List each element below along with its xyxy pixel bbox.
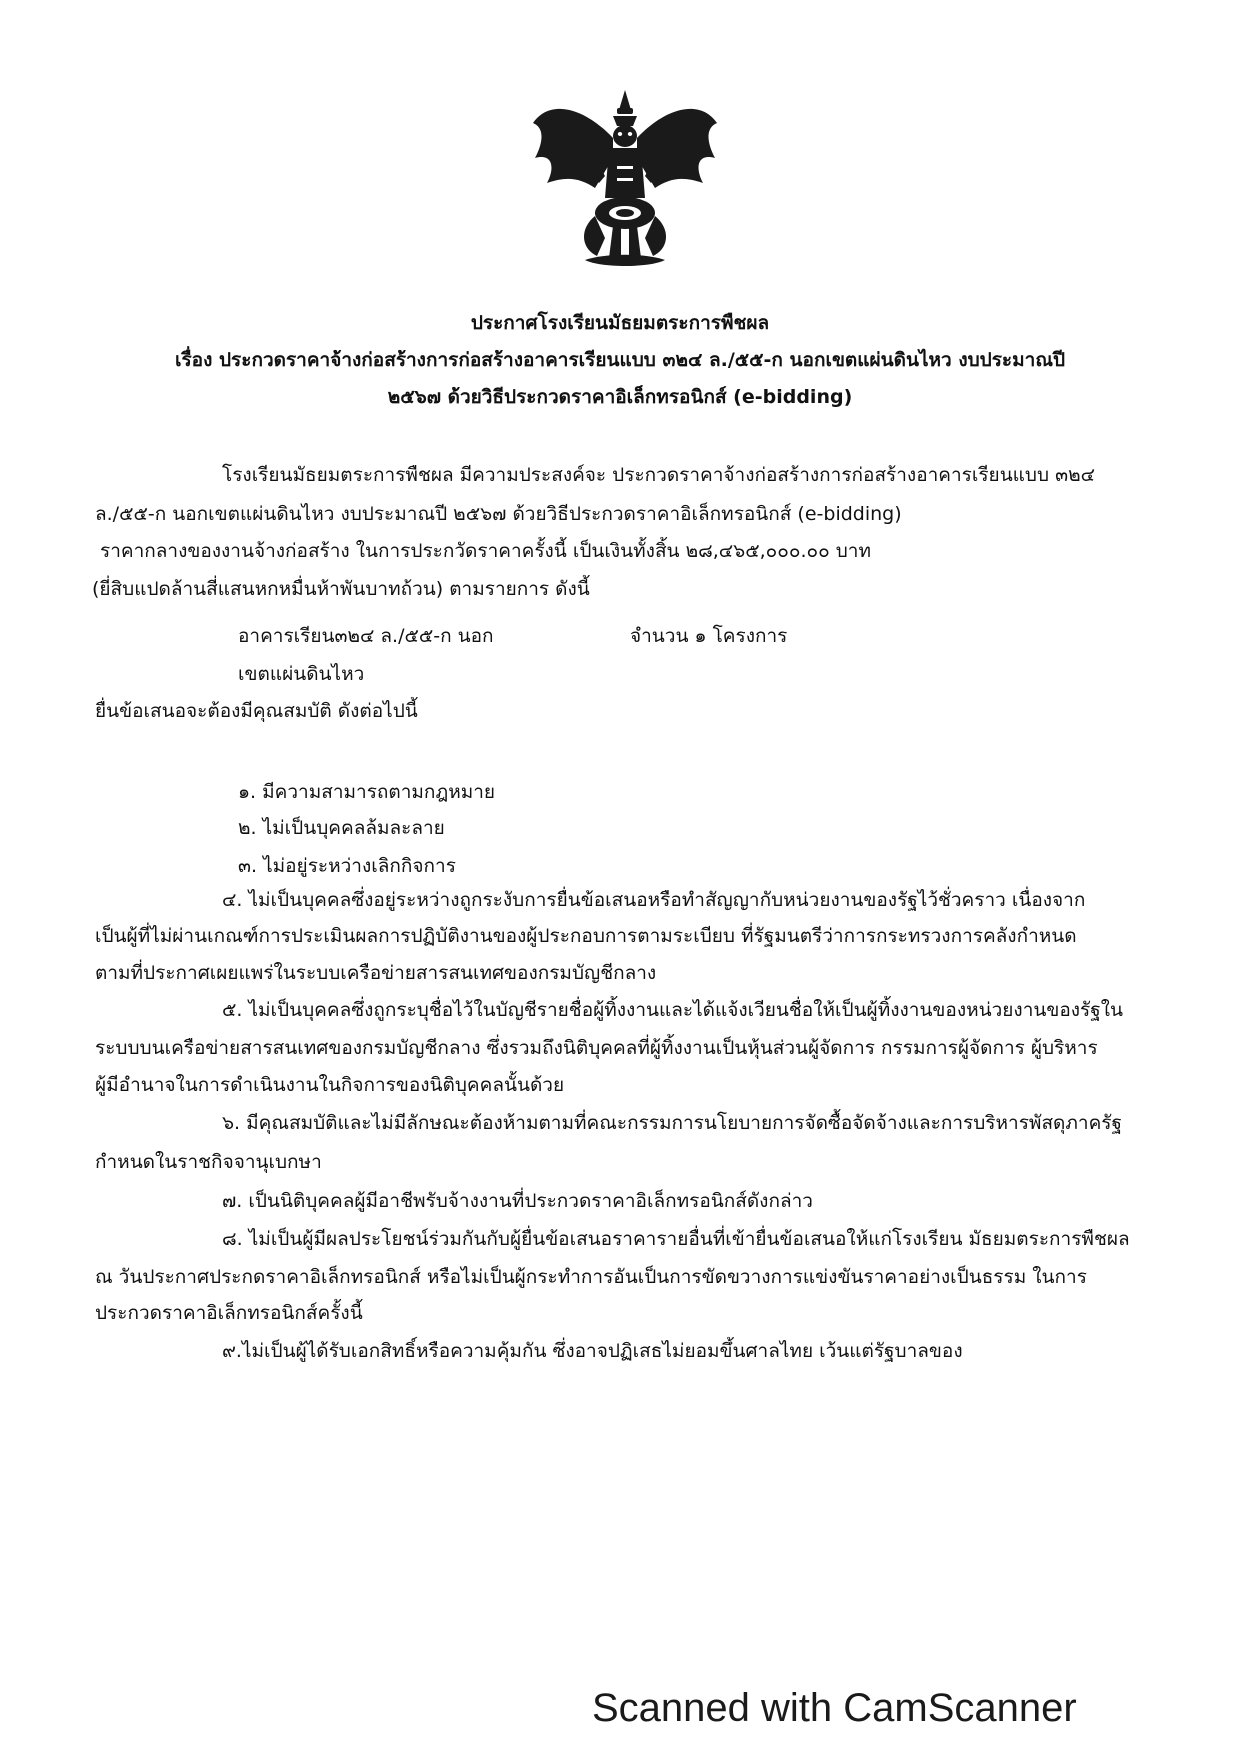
qualification-9: ๙.ไม่เป็นผู้ได้รับเอกสิทธิ์หรือความคุ้มกัน ซึ่งอาจปฏิเสธไม่ยอมขึ้นศาลไทย เว้นแต่รัฐบาลของ [222, 1340, 963, 1362]
qualification-8c: ประกวดราคาอิเล็กทรอนิกส์ครั้งนี้ [95, 1302, 363, 1324]
qualification-6b: กำหนดในราชกิจจานุเบกษา [95, 1151, 322, 1173]
qualification-8b: ณ วันประกาศประกดราคาอิเล็กทรอนิกส์ หรือไม่เป็นผู้กระทำการอันเป็นการขัดขวางการแข่งขันราคาอย่างเป็นธรรม ในการ [95, 1266, 1087, 1288]
qualification-4a: ๔. ไม่เป็นบุคคลซึ่งอยู่ระหว่างถูกระงับการยื่นข้อเสนอหรือทำสัญญากับหน่วยงานของรัฐไว้ชั่วคราว เนื่องจาก [222, 889, 1086, 911]
intro-line-4: (ยี่สิบแปดล้านสี่แสนหกหมื่นห้าพันบาทถ้วน) ตามรายการ ดังนี้ [92, 578, 590, 600]
qualification-4b: เป็นผู้ที่ไม่ผ่านเกณฑ์การประเมินผลการปฏิบัติงานของผู้ประกอบการตามระเบียบ ที่รัฐมนตรีว่าการกระทรวงการคลังกำหนด [95, 925, 1077, 947]
qualification-1: ๑. มีความสามารถตามกฎหมาย [238, 781, 496, 803]
announcement-title [60, 305, 1180, 416]
qualification-6a: ๖. มีคุณสมบัติและไม่มีลักษณะต้องห้ามตามที่คณะกรรมการนโยบายการจัดซื้อจัดจ้างและการบริหารพัสดุภาครัฐ [222, 1112, 1122, 1134]
qualification-4c: ตามที่ประกาศเผยแพร่ในระบบเครือข่ายสารสนเทศของกรมบัญชีกลาง [95, 962, 657, 984]
qualifications-heading: ยื่นข้อเสนอจะต้องมีคุณสมบัติ ดังต่อไปนี้ [95, 700, 418, 722]
item-name-1: อาคารเรียน๓๒๔ ล./๕๕-ก นอก [238, 625, 494, 647]
scanner-watermark: Scanned with CamScanner [592, 1686, 1077, 1730]
qualification-3: ๓. ไม่อยู่ระหว่างเลิกกิจการ [238, 855, 456, 877]
qualification-5c: ผู้มีอำนาจในการดำเนินงานในกิจการของนิติบุคคลนั้นด้วย [95, 1074, 565, 1096]
qualification-5a: ๕. ไม่เป็นบุคคลซึ่งถูกระบุชื่อไว้ในบัญชีรายชื่อผู้ทิ้งงานและได้แจ้งเวียนชื่อให้เป็นผู้ทิ้งงานของหน่วยงานของรัฐใน [222, 999, 1123, 1021]
item-name-2: เขตแผ่นดินไหว [238, 663, 365, 685]
qualification-7: ๗. เป็นนิติบุคคลผู้มีอาชีพรับจ้างงานที่ประกวดราคาอิเล็กทรอนิกส์ดังกล่าว [222, 1190, 813, 1212]
title-line-3: ๒๕๖๗ ด้วยวิธีประกวดราคาอิเล็กทรอนิกส์ (e-bidding) [387, 386, 853, 408]
item-quantity: จำนวน ๑ โครงการ [630, 625, 788, 647]
garuda-emblem-icon [525, 88, 725, 273]
intro-line-3: ราคากลางของงานจ้างก่อสร้าง ในการประกวัดราคาครั้งนี้ เป็นเงินทั้งสิ้น ๒๘,๔๖๕,๐๐๐.๐๐ บาท [100, 540, 871, 562]
qualification-8a: ๘. ไม่เป็นผู้มีผลประโยชน์ร่วมกันกับผู้ยื่นข้อเสนอราคารายอื่นที่เข้ายื่นข้อเสนอให้แก่โรงเรียน มัธยมตระการพืชผล [222, 1228, 1130, 1250]
title-line-1: ประกาศโรงเรียนมัธยมตระการพืชผล [470, 312, 770, 334]
intro-line-1: โรงเรียนมัธยมตระการพืชผล มีความประสงค์จะ ประกวดราคาจ้างก่อสร้างการก่อสร้างอาคารเรียนแบบ ๓๒๔ [222, 464, 1095, 486]
qualification-5b: ระบบบนเครือข่ายสารสนเทศของกรมบัญชีกลาง ซึ่งรวมถึงนิติบุคคลที่ผู้ทิ้งงานเป็นหุ้นส่วนผู้จัดการ กรรมการผู้จัดการ ผู้บริหาร [95, 1037, 1098, 1059]
title-line-2: เรื่อง ประกวดราคาจ้างก่อสร้างการก่อสร้างอาคารเรียนแบบ ๓๒๔ ล./๕๕-ก นอกเขตแผ่นดินไหว งบประมาณปี [174, 349, 1066, 371]
qualification-2: ๒. ไม่เป็นบุคคลล้มละลาย [238, 817, 445, 839]
intro-line-2: ล./๕๕-ก นอกเขตแผ่นดินไหว งบประมาณปี ๒๕๖๗ ด้วยวิธีประกวดราคาอิเล็กทรอนิกส์ (e-bidding) [95, 503, 902, 525]
